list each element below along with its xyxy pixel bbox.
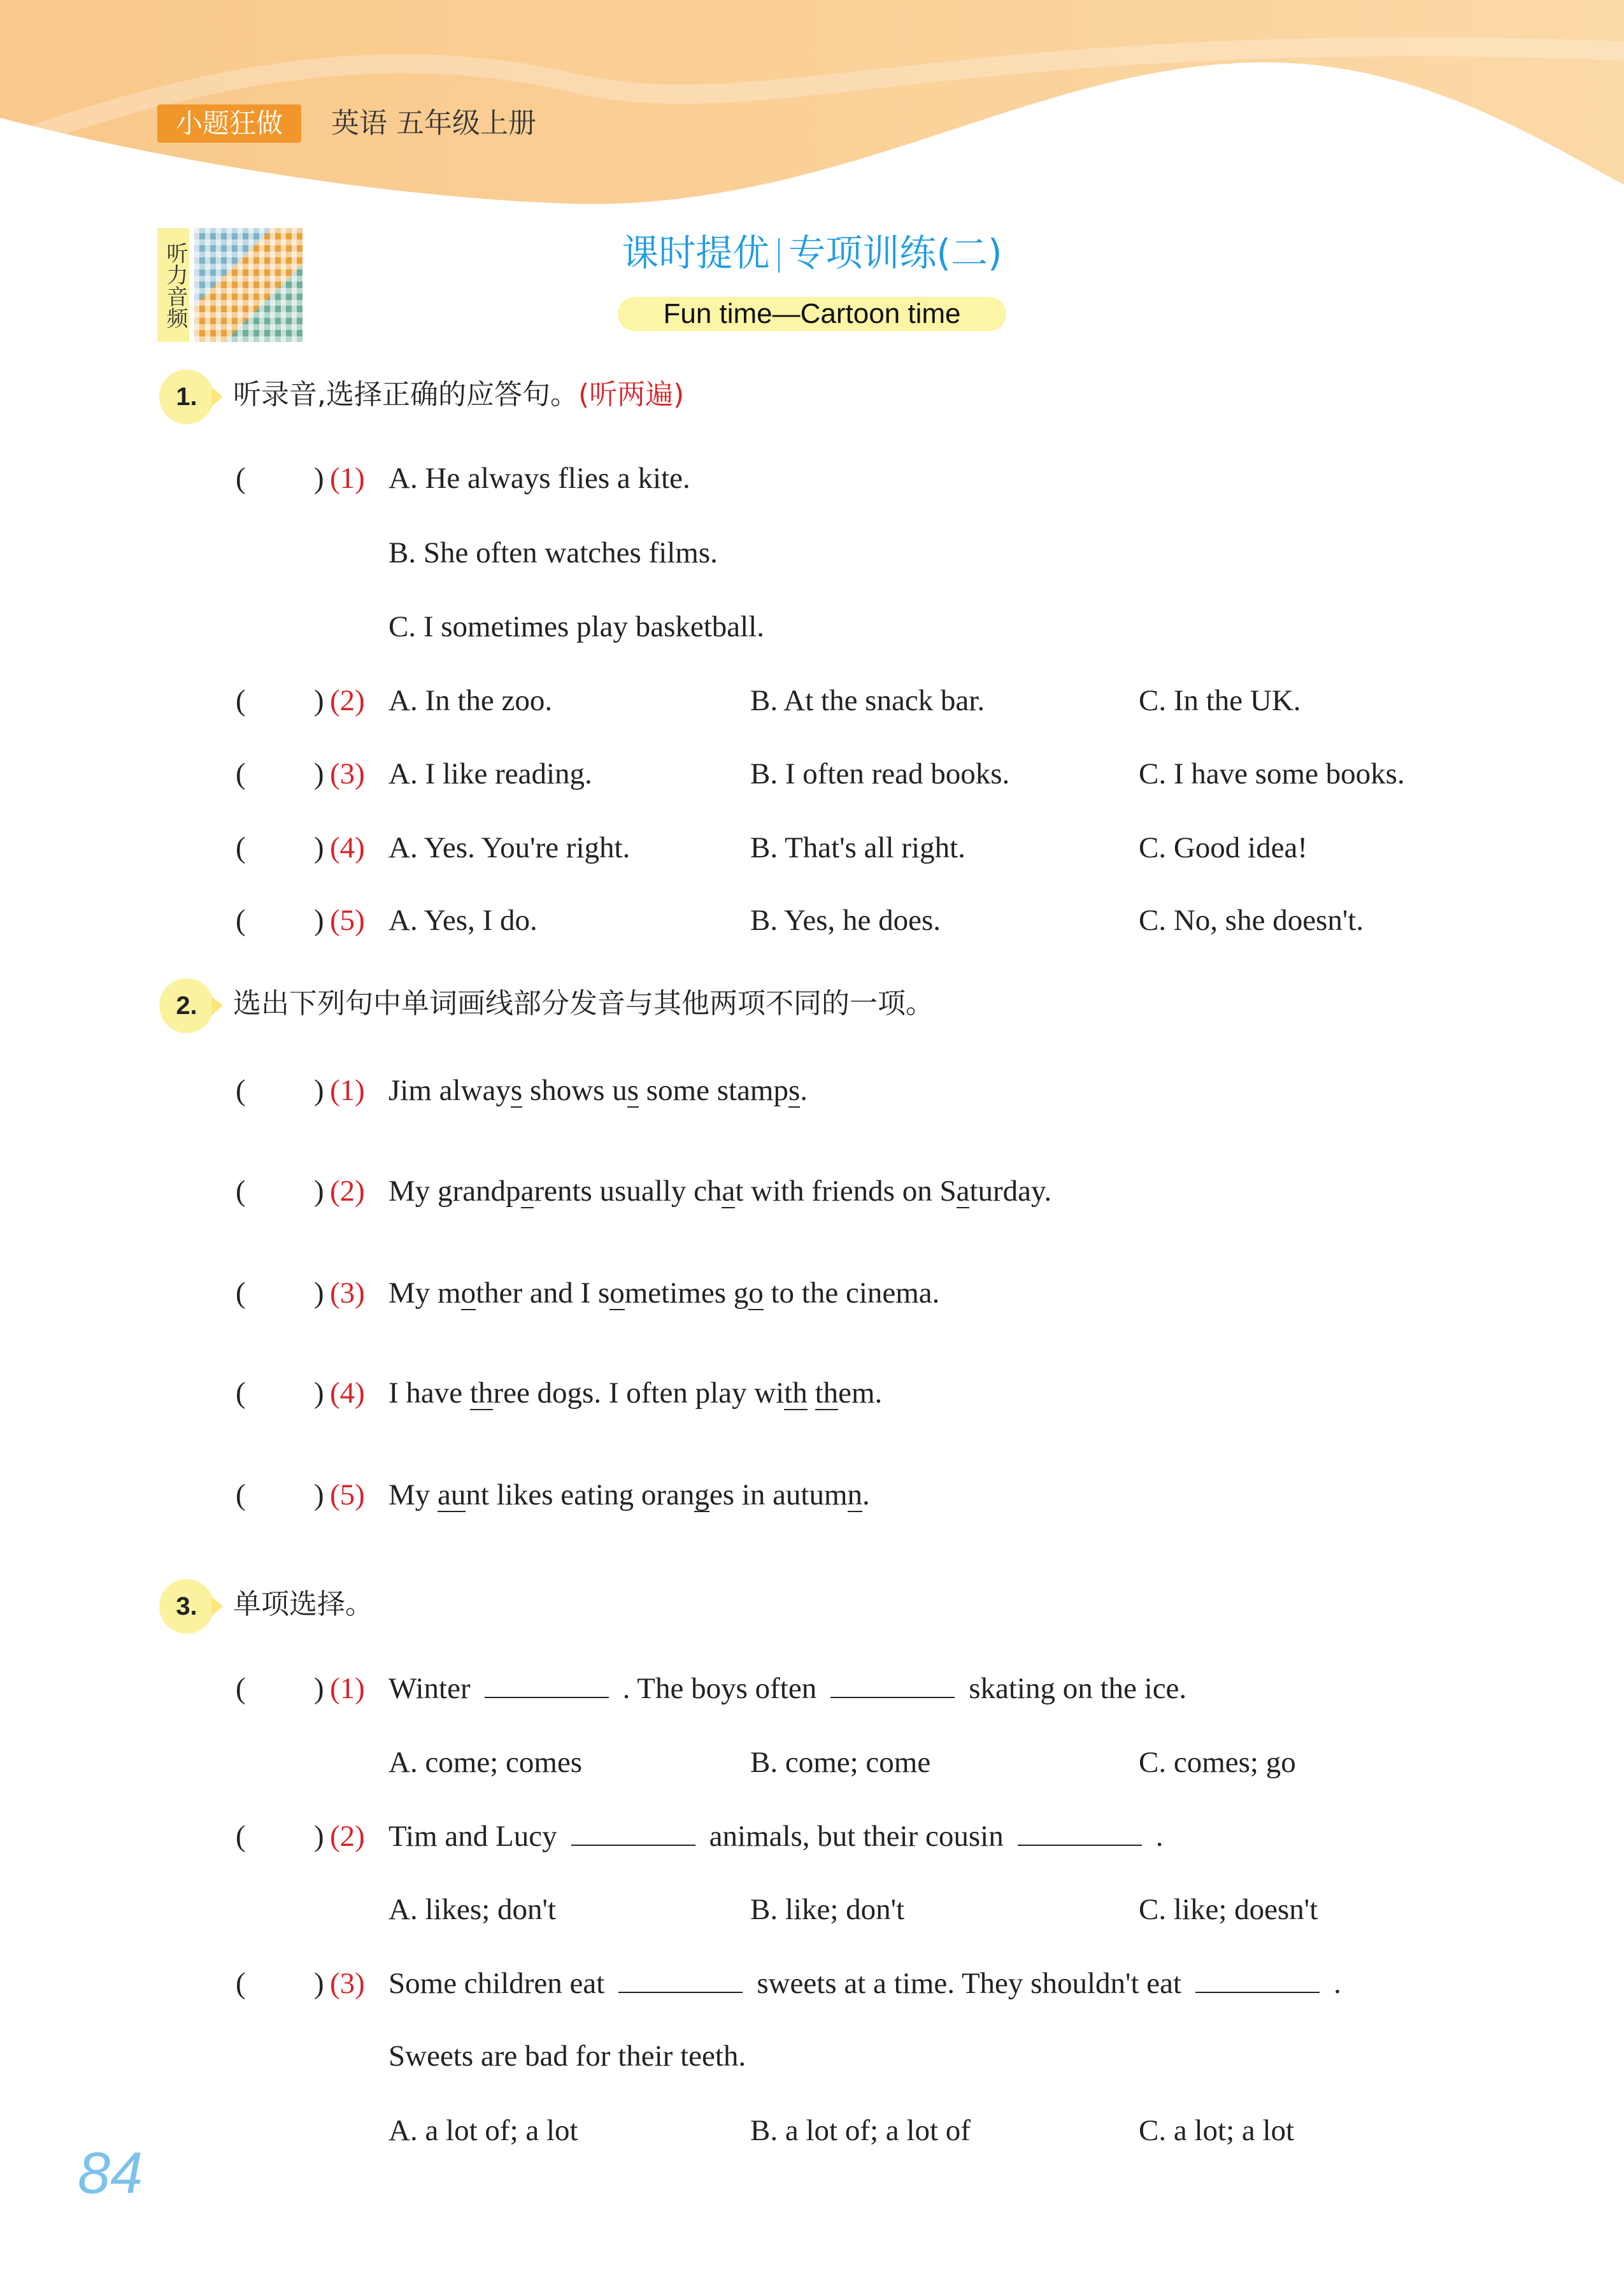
item-number: (5) — [330, 904, 365, 937]
option-c[interactable]: C. Good idea! — [1139, 831, 1307, 864]
title-left: 课时提优 — [622, 231, 770, 275]
sentence-text — [808, 1376, 815, 1410]
option-a[interactable]: Sweets are bad for their teeth. — [388, 2040, 746, 2073]
question-number: 2. — [159, 978, 214, 1033]
answer-paren-open[interactable]: ( — [236, 462, 246, 495]
option-a[interactable]: A. Yes. You're right. — [388, 831, 630, 864]
page-number: 84 — [78, 2141, 143, 2206]
answer-blank[interactable] — [618, 1965, 743, 1993]
sentence-text: . The boys often — [622, 1672, 817, 1705]
item-number: (3) — [330, 757, 365, 790]
answer-paren-open[interactable]: ( — [236, 1175, 246, 1208]
sentence-text: My grandp — [388, 1175, 521, 1208]
question-row — [0, 682, 1624, 720]
answer-paren-open[interactable]: ( — [236, 1820, 246, 1853]
sentence-text: some stamp — [639, 1074, 788, 1107]
option-a[interactable]: A. likes; don't — [388, 1893, 557, 1926]
question-row — [0, 1274, 1624, 1312]
underlined-part: au — [438, 1478, 466, 1511]
option-c[interactable]: C. In the UK. — [1139, 684, 1301, 717]
option-b[interactable]: B. come; come — [750, 1746, 931, 1779]
underlined-part: a — [956, 1175, 970, 1208]
underlined-part: th — [784, 1376, 808, 1410]
answer-paren-open[interactable]: ( — [236, 757, 246, 790]
answer-blank[interactable] — [830, 1670, 955, 1698]
answer-paren-close[interactable]: ) — [314, 757, 324, 790]
sentence-text: sweets at a time. They shouldn't eat — [757, 1967, 1182, 2000]
sentence-text: metimes g — [624, 1276, 749, 1310]
title-divider — [778, 238, 780, 273]
item-number: (1) — [330, 1074, 365, 1107]
option-c[interactable]: C. No, she doesn't. — [1139, 904, 1364, 937]
option-b[interactable]: B. a lot of; a lot of — [750, 2114, 971, 2147]
answer-paren-close[interactable]: ) — [314, 1074, 324, 1107]
item-number: (4) — [330, 1376, 365, 1410]
sentence-text: em. — [838, 1376, 883, 1410]
question-row — [0, 901, 1624, 939]
item-number: (4) — [330, 831, 365, 864]
question-row — [0, 1669, 1624, 1708]
answer-paren-open[interactable]: ( — [236, 1478, 246, 1511]
answer-blank[interactable] — [571, 1818, 695, 1846]
sentence-text: . — [1334, 1967, 1341, 2000]
option-b[interactable]: B. That's all right. — [750, 831, 965, 864]
option-a[interactable]: A. come; comes — [388, 1746, 583, 1779]
answer-paren-open[interactable]: ( — [236, 1967, 246, 2000]
item-sentence — [388, 1172, 1051, 1210]
qr-label: 听力音频 — [157, 228, 189, 342]
option-b[interactable]: B. like; don't — [750, 1893, 905, 1926]
item-number: (2) — [330, 1820, 365, 1853]
underlined-part: o — [609, 1276, 625, 1310]
sentence-text: Winter — [388, 1672, 471, 1705]
underlined-part: s — [510, 1074, 523, 1107]
sentence-text: . — [862, 1478, 870, 1511]
item-sentence — [388, 1964, 1341, 2003]
answer-paren-open[interactable]: ( — [236, 1376, 246, 1410]
answer-paren-open[interactable]: ( — [236, 1074, 246, 1107]
answer-paren-open[interactable]: ( — [236, 831, 246, 864]
answer-paren-close[interactable]: ) — [314, 1276, 324, 1310]
answer-paren-close[interactable]: ) — [314, 831, 324, 864]
answer-paren-close[interactable]: ) — [314, 684, 324, 717]
underlined-part: th — [815, 1376, 839, 1410]
question-row — [0, 2111, 1624, 2150]
item-sentence — [388, 1374, 882, 1412]
question-number: 1. — [159, 369, 214, 424]
question-title — [233, 376, 684, 414]
option-a[interactable]: A. Yes, I do. — [388, 904, 538, 937]
sentence-text: . — [800, 1074, 808, 1107]
sentence-text: My — [388, 1478, 438, 1511]
sentence-text: ree dogs. I often play wi — [493, 1376, 785, 1410]
item-number: (1) — [330, 462, 365, 495]
answer-paren-close[interactable]: ) — [314, 1175, 324, 1208]
answer-paren-close[interactable]: ) — [314, 462, 324, 495]
answer-paren-close[interactable]: ) — [314, 904, 324, 937]
option-a[interactable]: C. I sometimes play basketball. — [388, 610, 765, 643]
question-row — [0, 1964, 1624, 2003]
underlined-part: g — [694, 1478, 709, 1511]
answer-paren-close[interactable]: ) — [314, 1478, 324, 1511]
item-number: (3) — [330, 1276, 365, 1310]
title-right: 专项训练(二) — [788, 231, 1002, 275]
sentence-text: to the cinema. — [763, 1276, 940, 1310]
underlined-part: o — [748, 1276, 764, 1310]
sentence-text: I have — [388, 1376, 470, 1410]
question-row — [0, 829, 1624, 867]
question-row — [0, 534, 1624, 572]
question-row — [0, 1476, 1624, 1514]
option-b[interactable]: B. At the snack bar. — [750, 684, 985, 717]
sentence-text: Tim and Lucy — [388, 1820, 557, 1853]
answer-paren-open[interactable]: ( — [236, 1276, 246, 1310]
sentence-text: t with friends on S — [735, 1175, 957, 1208]
option-a[interactable]: A. In the zoo. — [388, 684, 553, 717]
question-number: 3. — [159, 1579, 214, 1634]
question-row — [0, 1890, 1624, 1929]
sentence-text: turday. — [969, 1175, 1052, 1208]
question-row — [0, 608, 1624, 646]
lesson-subtitle: Fun time—Cartoon time — [618, 297, 1006, 331]
option-b[interactable]: B. Yes, he does. — [750, 904, 941, 937]
series-badge: 小题狂做 — [157, 104, 301, 143]
answer-paren-close[interactable]: ) — [314, 1672, 324, 1705]
sentence-text: . — [1155, 1820, 1164, 1853]
underlined-part: s — [788, 1074, 801, 1107]
answer-paren-close[interactable]: ) — [314, 1376, 324, 1410]
item-sentence — [388, 1817, 1163, 1855]
answer-blank[interactable] — [485, 1670, 609, 1698]
item-sentence — [388, 1669, 1186, 1708]
underlined-part: o — [460, 1276, 476, 1310]
underlined-part: th — [469, 1376, 494, 1410]
item-number: (1) — [330, 1672, 365, 1705]
sentence-text: ther and I s — [476, 1276, 610, 1310]
sentence-text: shows u — [522, 1074, 627, 1107]
underlined-part: n — [847, 1478, 863, 1511]
sentence-text: My m — [388, 1276, 461, 1310]
page-title — [0, 231, 1624, 275]
item-sentence — [388, 1274, 939, 1312]
answer-paren-open[interactable]: ( — [236, 904, 246, 937]
answer-paren-close[interactable]: ) — [314, 1967, 324, 2000]
option-a[interactable]: A. He always flies a kite. — [388, 462, 690, 495]
question-title: 单项选择。 — [233, 1588, 373, 1620]
underlined-part: a — [520, 1175, 534, 1208]
sentence-text: rents usually ch — [534, 1175, 722, 1208]
item-number: (2) — [330, 684, 365, 717]
answer-paren-close[interactable]: ) — [314, 1820, 324, 1853]
option-a[interactable]: A. a lot of; a lot — [388, 2114, 578, 2147]
option-c[interactable]: C. comes; go — [1139, 1746, 1296, 1779]
question-row — [0, 1172, 1624, 1210]
option-c[interactable]: C. like; doesn't — [1139, 1893, 1318, 1926]
question-row — [0, 1817, 1624, 1855]
sentence-text: Some children eat — [388, 1967, 605, 2000]
item-number: (3) — [330, 1967, 365, 2000]
question-note: (听两遍) — [578, 378, 685, 411]
item-sentence — [388, 1071, 808, 1110]
option-c[interactable]: C. I have some books. — [1139, 757, 1405, 790]
question-row — [0, 2037, 1624, 2075]
option-a[interactable]: A. I like reading. — [388, 757, 592, 790]
underlined-part: a — [722, 1175, 736, 1208]
question-row — [0, 459, 1624, 497]
sentence-text: animals, but their cousin — [709, 1820, 1004, 1853]
sentence-text: es in autum — [709, 1478, 848, 1511]
question-row — [0, 755, 1624, 793]
option-c[interactable]: C. a lot; a lot — [1139, 2114, 1295, 2147]
answer-paren-open[interactable]: ( — [236, 1672, 246, 1705]
item-number: (5) — [330, 1478, 365, 1511]
question-row — [0, 1071, 1624, 1110]
item-sentence — [388, 1476, 870, 1514]
item-number: (2) — [330, 1175, 365, 1208]
question-title: 选出下列句中单词画线部分发音与其他两项不同的一项。 — [233, 987, 934, 1020]
sentence-text: Jim alway — [388, 1074, 511, 1107]
sentence-text: nt likes eating oran — [466, 1478, 695, 1511]
option-b[interactable]: B. I often read books. — [750, 757, 1010, 790]
answer-blank[interactable] — [1195, 1965, 1320, 1993]
option-a[interactable]: B. She often watches films. — [388, 536, 718, 569]
book-title: 英语 五年级上册 — [331, 107, 536, 139]
question-row — [0, 1743, 1624, 1782]
question-title-text: 听录音,选择正确的应答句。 — [233, 378, 578, 411]
underlined-part: s — [627, 1074, 639, 1107]
sentence-text: skating on the ice. — [969, 1672, 1187, 1705]
answer-blank[interactable] — [1018, 1818, 1142, 1846]
answer-paren-open[interactable]: ( — [236, 684, 246, 717]
question-row — [0, 1374, 1624, 1412]
